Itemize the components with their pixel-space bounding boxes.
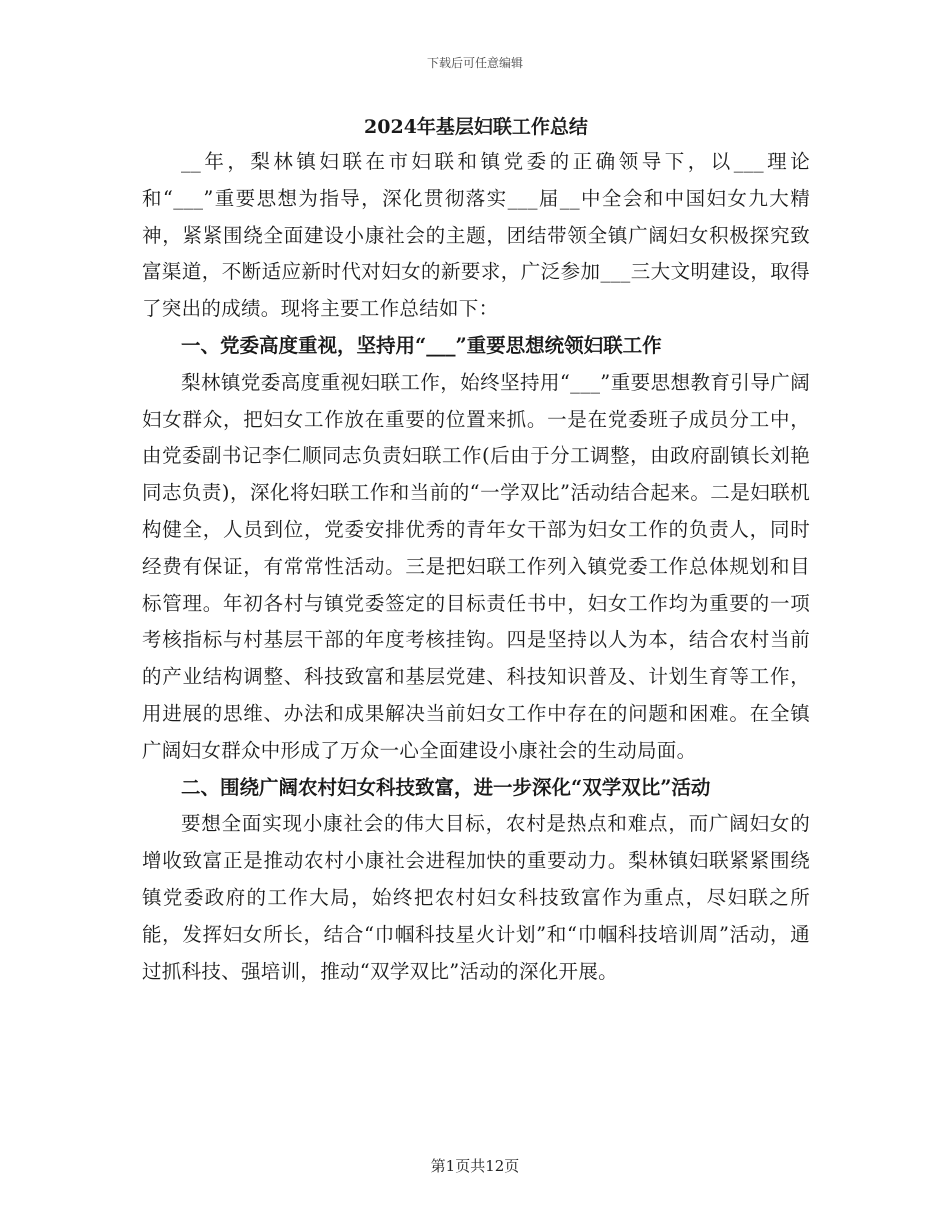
intro-paragraph: __年，梨林镇妇联在市妇联和镇党委的正确领导下，以___理论和“___”重要思想为指导，深化贯彻落实___届__中全会和中国妇女九大精神，紧紧围绕全面建设小康社会的主题，团结带领全镇广阔妇女积极探究致富渠道，不断适应新时代对妇女的新要求，广泛参加___三大文明建设，取得了突出的成绩。现将主要工作总结如下： bbox=[142, 150, 810, 321]
section-2-heading: 二、围绕广阔农村妇女科技致富，进一步深化“双学双比”活动 bbox=[181, 775, 711, 799]
document-body bbox=[142, 112, 810, 990]
section-1-body: 梨林镇党委高度重视妇联工作，始终坚持用“___”重要思想教育引导广阔妇女群众，把妇女工作放在重要的位置来抓。一是在党委班子成员分工中，由党委副书记李仁顺同志负责妇联工作(后由于分工调整，由政府副镇长刘艳同志负责)，深化将妇联工作和当前的“一学双比”活动结合起来。二是妇联机构健全，人员到位，党委安排优秀的青年女干部为妇女工作的负责人，同时经费有保证，有常常性活动。三是把妇联工作列入镇党委工作总体规划和目标管理。年初各村与镇党委签定的目标责任书中，妇女工作均为重要的一项考核指标与村基层干部的年度考核挂钩。四是坚持以人为本，结合农村当前的产业结构调整、科技致富和基层党建、科技知识普及、计划生育等工作，用进展的思维、办法和成果解决当前妇女工作中存在的问题和困难。在全镇广阔妇女群众中形成了万众一心全面建设小康社会的生动局面。 bbox=[142, 370, 810, 762]
section-2-body: 要想全面实现小康社会的伟大目标，农村是热点和难点，而广阔妇女的增收致富正是推动农村小康社会进程加快的重要动力。梨林镇妇联紧紧围绕镇党委政府的工作大局，始终把农村妇女科技致富作为重点，尽妇联之所能，发挥妇女所长，结合“巾帼科技星火计划”和“巾帼科技培训周”活动，通过抓科技、强培训，推动“双学双比”活动的深化开展。 bbox=[142, 812, 810, 983]
section-1-heading: 一、党委高度重视，坚持用“___”重要思想统领妇联工作 bbox=[181, 333, 662, 357]
header-note: 下载后可任意编辑 bbox=[426, 56, 523, 70]
page-footer: 第1页共12页 bbox=[430, 1157, 520, 1175]
document-title: 2024年基层妇联工作总结 bbox=[364, 116, 588, 138]
